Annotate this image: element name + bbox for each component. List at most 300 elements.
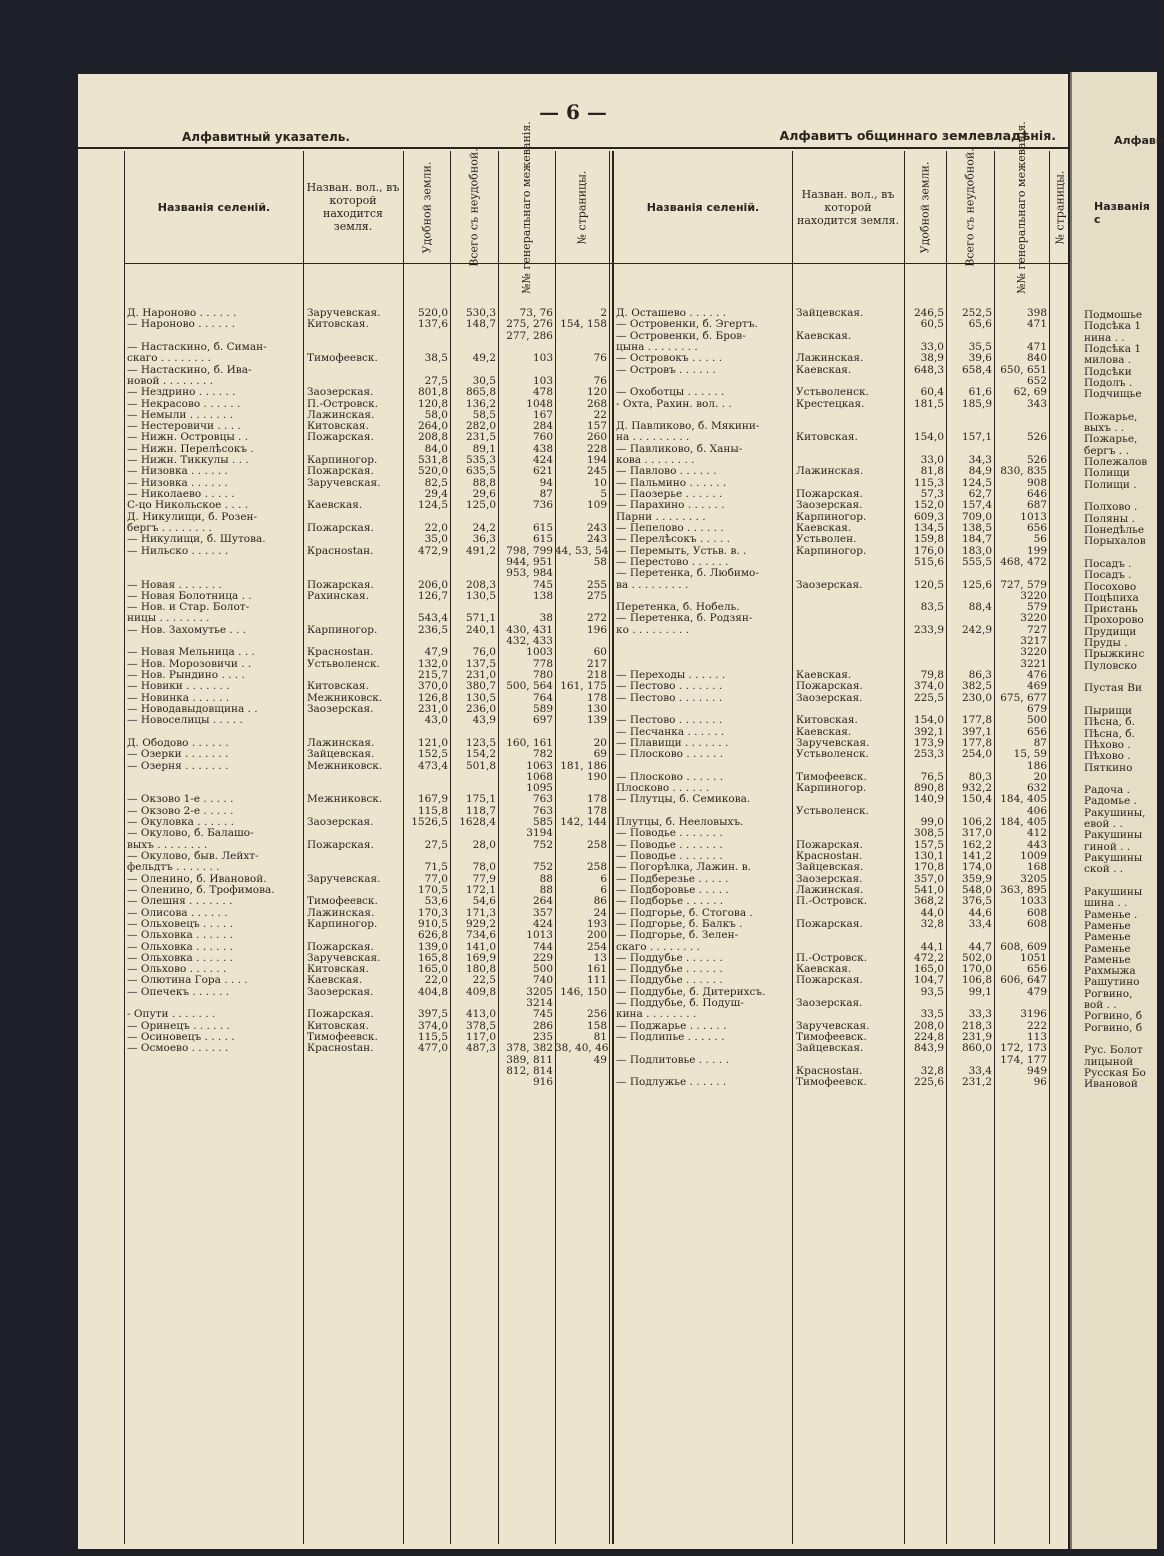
survey-number: 471 [1026,318,1047,331]
table-row [614,466,1070,477]
page-ref: 69 [593,748,607,761]
volost-name: Китовская. [307,963,369,976]
arable-value: 84,0 [424,442,448,455]
table-row [614,387,1070,398]
arable-value: 47,9 [424,646,448,659]
adjacent-rows [1084,310,1147,1091]
total-value: 138,5 [961,521,992,534]
volost-name: Заозерская. [796,997,863,1010]
arable-value: 472,9 [417,544,448,557]
page-ref: 58 [593,555,607,568]
total-value: 88,4 [968,601,992,614]
village-name: — Плосково . . . . . . [616,770,724,783]
volost-name: Заозерская. [796,578,863,591]
survey-number: 443 [1026,838,1047,851]
total-value: 174,0 [961,861,992,874]
village-name: Д. Павликово, б. Мякини- [616,420,760,433]
survey-number: 1013 [526,929,553,942]
page-number: — 6 — [539,100,607,124]
table-row [125,749,613,760]
arable-value: 33,5 [920,1008,944,1021]
table-row [614,681,1070,692]
total-value: 183,0 [961,544,992,557]
header-total: Всего съ неудобной. [467,147,481,267]
village-name: — Окулово, б. Балашо- [127,827,254,840]
survey-number: 138 [532,589,553,602]
header-rule [125,263,613,264]
village-name: Плосково . . . . . . [616,782,710,795]
total-value: 170,0 [961,963,992,976]
survey-number: 87 [1033,736,1047,749]
table-row [614,580,1070,591]
total-value: 177,8 [961,714,992,727]
page-ref: 255 [586,578,607,591]
total-value: 148,7 [465,318,496,331]
total-value: 171,3 [465,906,496,919]
volost-name: Пожарская. [307,940,374,953]
total-value: 35,5 [968,340,992,353]
village-name: — Новая Мельница . . . [127,646,255,659]
arable-value: 154,0 [913,431,944,444]
survey-number: 38 [539,612,553,625]
survey-number: 167 [532,408,553,421]
arable-value: 43,0 [424,714,448,727]
survey-number: 656 [1026,725,1047,738]
village-name: — Нездрино . . . . . . [127,386,236,399]
village-name: — Поджарье . . . . . . [616,1019,727,1032]
survey-number: 3220 [1020,646,1047,659]
table-row [614,534,1070,545]
total-value: 86,3 [968,669,992,681]
total-value: 252,5 [961,307,992,319]
total-value: 84,9 [968,465,992,478]
village-name: фельдтъ . . . . . . . [127,861,220,874]
page-ref: 268 [586,397,607,410]
page-ref: 157 [586,420,607,433]
arable-value: 165,0 [417,963,448,976]
village-name: на . . . . . . . . . [616,431,690,444]
page-ref: 154, 158 [560,318,607,331]
survey-number: 949 [1026,1064,1047,1077]
arable-value: 173,9 [913,736,944,749]
volost-name: Карпиногор. [307,623,378,636]
arable-value: 165,8 [417,951,448,964]
page-ref: 139 [586,714,607,727]
total-value: 282,0 [465,420,496,433]
adjacent-row: Ракушины [1084,852,1143,864]
survey-number: 830, 835 [1000,465,1047,478]
survey-number: 3221 [1020,657,1047,670]
volost-name: Пожарская. [307,578,374,591]
page-ref: 13 [593,951,607,964]
left-rows [125,308,613,1089]
arable-value: 99,0 [920,816,944,829]
table-row [125,500,613,511]
survey-number: 3220 [1020,612,1047,625]
adjacent-row: Поцѣпиха [1084,591,1139,604]
survey-number: 62, 69 [1013,386,1047,399]
adjacent-row: Пустая Ви [1084,682,1142,695]
total-value: 157,1 [961,431,992,444]
village-name: — Плутцы, б. Семикова. [616,793,751,806]
page-ref: 120 [586,386,607,399]
survey-number: 650, 651 [1000,363,1047,376]
total-value: 39,6 [968,352,992,365]
header-name: Названія селеній. [646,200,760,214]
survey-number: 3214 [526,997,553,1010]
total-value: 89,1 [472,442,496,455]
survey-number: 526 [1026,454,1047,467]
survey-number: 199 [1026,544,1047,557]
arable-value: 76,5 [920,770,944,783]
village-name: — Нильско . . . . . . [127,544,229,557]
survey-number: 160, 161 [506,736,553,749]
arable-value: 170,5 [417,883,448,896]
adjacent-row: Подсѣка 1 [1084,342,1141,355]
page-ref: 193 [586,917,607,930]
survey-number: 113 [1026,1031,1047,1043]
arable-value: 60,4 [920,386,944,399]
survey-number: 687 [1026,499,1047,512]
survey-number: 357 [532,906,553,919]
village-name: - Опути . . . . . . . [127,1008,216,1021]
total-value: 136,2 [465,397,496,410]
adjacent-row: Пѣхово . [1084,738,1131,751]
village-name: Перетенка, б. Нобель. [616,601,740,614]
table-row [125,681,613,692]
village-name: Д. Ободово . . . . . . [127,736,229,749]
village-name: — Олютина Гора . . . . [127,974,248,987]
arable-value: 33,0 [920,454,944,467]
adjacent-row: Подчищье [1084,388,1142,401]
volost-name: Карпиногор. [796,782,867,795]
header-survey: №№ генеральнаго межеванія. [1015,120,1029,294]
village-name: — Песчанка . . . . . . [616,725,725,738]
total-value: 254,0 [961,748,992,761]
village-name: — Пестово . . . . . . . [616,714,723,727]
survey-number: 174, 177 [1000,1053,1047,1066]
volost-name: Китовская. [796,714,858,727]
page-ref: 181, 186 [560,759,607,772]
arable-value: 60,5 [920,318,944,331]
village-name: — Охоботцы . . . . . . [616,386,725,399]
village-name: — Павликово, б. Ханы- [616,442,743,455]
village-name: — Опечекъ . . . . . . [127,985,230,998]
total-value: 43,9 [472,714,496,727]
village-name: — Озерня . . . . . . . [127,759,229,772]
village-name: — Подлужье . . . . . . [616,1076,727,1089]
arable-value: 77,0 [424,872,448,885]
total-value: 231,5 [465,431,496,444]
arable-value: 404,8 [417,985,448,998]
survey-number: 478 [532,386,553,399]
survey-number: 277, 286 [506,329,553,342]
volost-name: Зайцевская. [796,307,864,319]
village-name: — Оленино, б. Трофимова. [127,883,275,896]
adjacent-row: Подсѣки [1084,365,1132,378]
survey-number: 3194 [526,827,553,840]
arable-value: 139,0 [417,940,448,953]
page-ref: 161 [586,963,607,976]
volost-name: Пожарская. [307,465,374,478]
volost-name: Межниковск. [307,759,383,772]
village-name: — Новики . . . . . . . [127,680,230,693]
volost-name: Карпиногор. [307,454,378,467]
village-name: — Островъ . . . . . . [616,363,716,376]
survey-number: 275, 276 [506,318,553,331]
page-ref: 254 [586,940,607,953]
village-name: — Низовка . . . . . . [127,476,228,489]
village-name: — Ольховка . . . . . . [127,951,233,964]
adjacent-row: Посадъ . [1084,569,1132,582]
survey-number: 764 [532,691,553,704]
village-name: — Пестово . . . . . . . [616,680,723,693]
total-value: 62,7 [968,488,992,500]
survey-number: 424 [532,917,553,930]
adjacent-row: Пуловско [1084,659,1138,672]
adjacent-row: ской . . [1084,863,1124,876]
total-value: 130,5 [465,589,496,602]
total-value: 709,0 [961,510,992,523]
volost-name: Заручевская. [796,1019,870,1032]
village-name: С-цо Никольское . . . . [127,499,249,512]
volost-name: Китовская. [307,318,369,331]
volost-name: Китовская. [307,1019,369,1032]
arable-value: 124,5 [417,499,448,512]
table-row [125,387,613,398]
arable-value: 246,5 [913,307,944,319]
total-value: 929,2 [465,917,496,930]
table-row [614,862,1070,873]
right-rows [614,308,1070,1089]
survey-number: 432, 433 [506,635,553,648]
adjacent-row: вой . . [1084,999,1117,1012]
village-name: — Перестово . . . . . . [616,555,729,568]
adjacent-row: Рогвино, б [1084,1021,1143,1034]
header-arable: Удобной земли. [420,161,434,253]
total-value: 118,7 [465,804,496,817]
survey-number: 1068 [526,770,553,783]
village-name: — Пестово . . . . . . . [616,691,723,704]
village-name: — Поддубье . . . . . . [616,951,723,964]
total-value: 242,9 [961,623,992,636]
village-name: — Нестеровичи . . . . [127,420,241,433]
survey-number: 798, 799 [506,544,553,557]
arable-value: 176,0 [913,544,944,557]
village-name: бергъ . . . . . . . . [127,521,212,534]
survey-number: 780 [532,669,553,681]
adjacent-row: нина . . [1084,331,1125,344]
volost-name: Пожарская. [307,838,374,851]
page-ref: 196 [586,623,607,636]
survey-number: 184, 405 [1000,816,1047,829]
adjacent-row: Пруды . [1084,637,1128,650]
total-value: 78,0 [472,861,496,874]
total-value: 49,2 [472,352,496,365]
adjacent-row: Рахмыжа [1084,965,1136,978]
total-value: 36,3 [472,533,496,546]
arable-value: 167,9 [417,793,448,806]
volost-name: Китовская. [796,431,858,444]
survey-number: 675, 677 [1000,691,1047,704]
volost-name: Краснostан. [307,646,374,659]
survey-number: 1009 [1020,850,1047,862]
arable-value: 253,3 [913,748,944,761]
total-value: 230,0 [961,691,992,704]
arable-value: 233,9 [913,623,944,636]
village-name: — Окулово, быв. Лейхт- [127,850,259,862]
arable-value: 910,5 [417,917,448,930]
adjacent-row: Пяткино [1084,761,1133,774]
total-value: 180,8 [465,963,496,976]
volost-name: Лажинская. [796,352,864,365]
survey-number: 500 [532,963,553,976]
table-row [614,1077,1070,1088]
total-value: 34,3 [968,454,992,467]
arable-value: 531,8 [417,454,448,467]
survey-number: 168 [1026,861,1047,874]
survey-number: 953, 984 [506,567,553,580]
table-row [614,647,1070,658]
village-name: — Новоселицы . . . . . [127,714,243,727]
page-ref: 258 [586,861,607,874]
survey-number: 96 [1033,1076,1047,1089]
arable-value: 79,8 [920,669,944,681]
adjacent-row: Полежалов [1084,456,1148,469]
total-value: 865,8 [465,386,496,399]
page-ref: 109 [586,499,607,512]
village-name: — Островенки, б. Эгертъ. [616,318,758,331]
table-row [125,1043,613,1054]
total-value: 359,9 [961,872,992,885]
volost-name: Заозерская. [796,872,863,885]
village-name: Парни . . . . . . . . [616,510,706,523]
volost-name: Тимофеевск. [307,352,378,365]
adjacent-row: Подмошье [1084,309,1143,321]
adjacent-row: Раменье . [1084,908,1138,921]
arable-value: 33,0 [920,340,944,353]
adjacent-row: Ивановой [1084,1078,1138,1091]
survey-number: 3205 [1020,872,1047,885]
arable-value: 543,4 [417,612,448,625]
adjacent-row: Полищи [1084,467,1130,480]
volost-name: Устьволен. [796,533,857,546]
table-row [614,828,1070,839]
volost-name: Каевская. [307,974,363,987]
page-ref: 158 [586,1019,607,1032]
survey-number: 389, 811 [506,1053,553,1066]
page-ref: 190 [586,770,607,783]
survey-number: 1033 [1020,895,1047,908]
arable-value: 224,8 [913,1031,944,1043]
adjacent-row: гиной . . [1084,840,1131,853]
total-value: 1628,4 [459,816,496,829]
volost-name: Китовская. [307,680,369,693]
survey-number: 184, 405 [1000,793,1047,806]
table-row [125,862,613,873]
volost-name: Китовская. [307,420,369,433]
survey-number: 471 [1026,340,1047,353]
volost-name: Пожарская. [796,838,863,851]
survey-number: 908 [1026,476,1047,489]
running-head-left: Алфавитный указатель. [182,130,350,144]
survey-number: 736 [532,499,553,512]
total-value: 124,5 [961,476,992,489]
volost-name: Заручевская. [307,476,381,489]
total-value: 137,5 [465,657,496,670]
volost-name: Каевская. [796,963,852,976]
village-name: — Озерки . . . . . . . [127,748,229,761]
volost-name: Заозерская. [796,691,863,704]
village-name: — Нов. и Стар. Болот- [127,601,250,614]
volost-name: Рахинская. [307,589,369,602]
adjacent-row: Пѣсна, б. [1084,716,1135,729]
survey-number: 1048 [526,397,553,410]
village-name: — Поводье . . . . . . . [616,827,723,840]
village-name: — Настаскино, б. Симан- [127,340,267,353]
village-name: — Подгорье, б. Зелен- [616,929,739,942]
total-value: 33,4 [968,1064,992,1077]
arable-value: 120,8 [417,397,448,410]
volost-name: П.-Островск. [796,951,868,964]
volost-name: Крестецкая. [796,397,865,410]
total-value: 130,5 [465,691,496,704]
total-value: 117,0 [465,1031,496,1043]
village-name: — Павлово . . . . . . [616,465,717,478]
volost-name: Тимофеевск. [307,1031,378,1043]
village-name: — Оленино, б. Ивановой. [127,872,267,885]
arable-value: 370,0 [417,680,448,693]
village-name: — Окуловка . . . . . . [127,816,234,829]
table-row [614,365,1070,376]
survey-number: 468, 472 [1000,555,1047,568]
arable-value: 357,0 [913,872,944,885]
arable-value: 308,5 [913,827,944,840]
village-name: Д. Нароново . . . . . . [127,307,237,319]
volost-name: Лажинская. [307,736,375,749]
survey-number: 286 [532,1019,553,1032]
table-row [614,896,1070,907]
volost-name: Устьволенск. [307,657,380,670]
adjacent-row: Радоча . [1084,784,1130,797]
survey-number: 615 [532,521,553,534]
total-value: 860,0 [961,1042,992,1055]
arable-value: 152,5 [417,748,448,761]
adjacent-row: Ракушины, [1084,806,1146,819]
village-name: — Перемыть, Устьв. в. . [616,544,747,557]
volost-name: Карпиногор. [796,544,867,557]
volost-name: Карпиногор. [307,917,378,930]
village-name: ва . . . . . . . . . [616,578,689,591]
village-name: — Подлитовье . . . . . [616,1053,729,1066]
arable-value: 397,5 [417,1008,448,1021]
adjacent-row: Подолъ . [1084,376,1133,389]
arable-value: 132,0 [417,657,448,670]
page-ref: 5 [600,488,607,500]
village-name: — Плавищи . . . . . . . [616,736,729,749]
survey-number: 378, 382 [506,1042,553,1055]
adjacent-row: Прудищи [1084,625,1137,638]
village-name: — Осмоево . . . . . . [127,1042,229,1055]
village-name: скаго . . . . . . . . [127,352,211,365]
village-name: — Подлипье . . . . . . [616,1031,725,1043]
survey-number: 752 [532,838,553,851]
village-name: — Нов. Захомутье . . . [127,623,247,636]
volost-name: Заозерская. [796,499,863,512]
arable-value: 120,5 [913,578,944,591]
survey-number: 763 [532,804,553,817]
village-name: — Нароново . . . . . . [127,318,235,331]
